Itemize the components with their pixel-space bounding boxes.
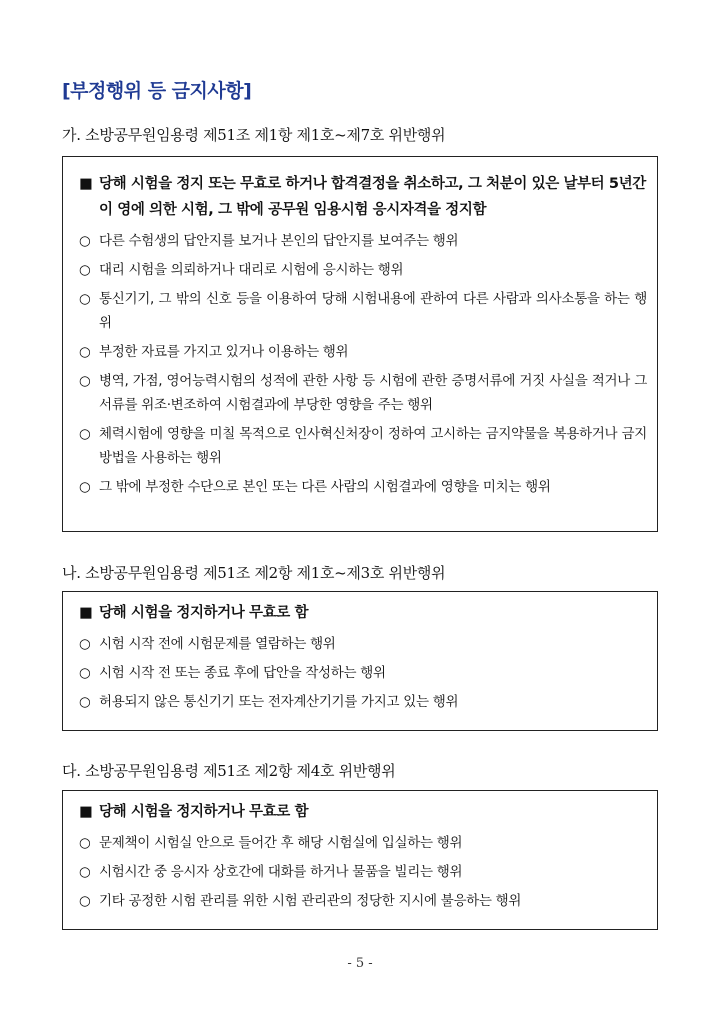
list-item: ○ 허용되지 않은 통신기기 또는 전자계산기기를 가지고 있는 행위 bbox=[79, 690, 647, 714]
circle-bullet-icon: ○ bbox=[79, 426, 91, 442]
circle-bullet-icon: ○ bbox=[79, 373, 91, 389]
section-heading-da: 다. 소방공무원임용령 제51조 제2항 제4호 위반행위 bbox=[62, 762, 396, 780]
circle-bullet-icon: ○ bbox=[79, 291, 91, 307]
square-bullet-icon: ■ bbox=[79, 804, 93, 820]
circle-bullet-icon: ○ bbox=[79, 479, 91, 495]
page-title: [부정행위 등 금지사항] bbox=[62, 80, 252, 102]
list-item: ○ 대리 시험을 의뢰하거나 대리로 시험에 응시하는 행위 bbox=[79, 258, 647, 282]
circle-bullet-icon: ○ bbox=[79, 636, 91, 652]
square-bullet-icon: ■ bbox=[79, 605, 93, 621]
section-box-da bbox=[62, 790, 658, 930]
circle-bullet-icon: ○ bbox=[79, 344, 91, 360]
circle-bullet-icon: ○ bbox=[79, 694, 91, 710]
square-bullet-icon: ■ bbox=[79, 176, 93, 192]
penalty-statement: ■ 당해 시험을 정지하거나 무효로 함 bbox=[79, 600, 647, 626]
penalty-statement: ■ 당해 시험을 정지 또는 무효로 하거나 합격결정을 취소하고, 그 처분이 있은 날부터 5년간 이 영에 의한 시험, 그 밖에 공무원 임용시험 응시자격을 정지함 bbox=[79, 171, 647, 223]
list-item: ○ 문제책이 시험실 안으로 들어간 후 해당 시험실에 입실하는 행위 bbox=[79, 831, 647, 855]
circle-bullet-icon: ○ bbox=[79, 262, 91, 278]
list-item: ○ 통신기기, 그 밖의 신호 등을 이용하여 당해 시험내용에 관하여 다른 사람과 의사소통을 하는 행위 bbox=[79, 287, 647, 335]
list-item: ○ 부정한 자료를 가지고 있거나 이용하는 행위 bbox=[79, 340, 647, 364]
list-item: ○ 병역, 가점, 영어능력시험의 성적에 관한 사항 등 시험에 관한 증명서류에 거짓 사실을 적거나 그 서류를 위조·변조하여 시험결과에 부당한 영향을 주는 행위 bbox=[79, 369, 647, 417]
circle-bullet-icon: ○ bbox=[79, 835, 91, 851]
list-item: ○ 체력시험에 영향을 미칠 목적으로 인사혁신처장이 정하여 고시하는 금지약물을 복용하거나 금지방법을 사용하는 행위 bbox=[79, 422, 647, 470]
list-item: ○ 다른 수험생의 답안지를 보거나 본인의 답안지를 보여주는 행위 bbox=[79, 229, 647, 253]
page-number: - 5 - bbox=[347, 956, 373, 971]
list-item: ○ 시험 시작 전에 시험문제를 열람하는 행위 bbox=[79, 632, 647, 656]
circle-bullet-icon: ○ bbox=[79, 893, 91, 909]
list-item: ○ 그 밖에 부정한 수단으로 본인 또는 다른 사람의 시험결과에 영향을 미치는 행위 bbox=[79, 475, 647, 499]
circle-bullet-icon: ○ bbox=[79, 665, 91, 681]
section-heading-na: 나. 소방공무원임용령 제51조 제2항 제1호~제3호 위반행위 bbox=[62, 564, 446, 582]
penalty-statement: ■ 당해 시험을 정지하거나 무효로 함 bbox=[79, 799, 647, 825]
section-box-na bbox=[62, 591, 658, 731]
list-item: ○ 시험시간 중 응시자 상호간에 대화를 하거나 물품을 빌리는 행위 bbox=[79, 860, 647, 884]
circle-bullet-icon: ○ bbox=[79, 864, 91, 880]
list-item: ○ 기타 공정한 시험 관리를 위한 시험 관리관의 정당한 지시에 불응하는 행위 bbox=[79, 889, 647, 913]
section-box-ga bbox=[62, 156, 658, 532]
section-heading-ga: 가. 소방공무원임용령 제51조 제1항 제1호~제7호 위반행위 bbox=[62, 126, 446, 144]
circle-bullet-icon: ○ bbox=[79, 233, 91, 249]
list-item: ○ 시험 시작 전 또는 종료 후에 답안을 작성하는 행위 bbox=[79, 661, 647, 685]
